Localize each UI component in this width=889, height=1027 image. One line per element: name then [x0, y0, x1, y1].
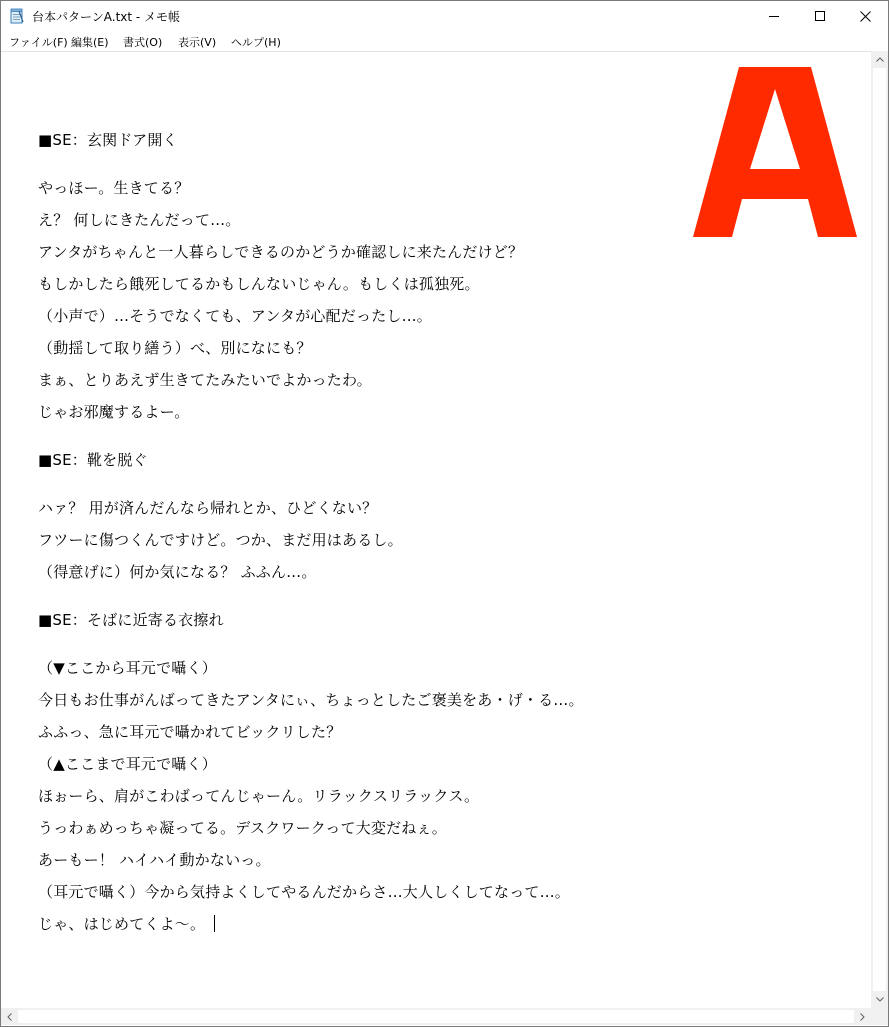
text-line: じゃお邪魔するよー。	[38, 403, 190, 421]
text-line: （動揺して取り繕う）べ、別になにも？	[38, 339, 312, 357]
menu-format[interactable]: 書式(O)	[123, 36, 163, 49]
text-line: （▲ここまで耳元で囁く）	[38, 755, 217, 773]
chevron-down-icon	[876, 997, 884, 1002]
scroll-right-button[interactable]	[854, 1008, 871, 1025]
horizontal-scrollbar[interactable]	[1, 1008, 871, 1025]
title-bar[interactable]	[1, 1, 888, 31]
text-line: ■SE：靴を脱ぐ	[38, 451, 148, 469]
text-line: あーもー！ ハイハイ動かないっ。	[38, 851, 271, 869]
chevron-right-icon	[860, 1013, 865, 1021]
chevron-up-icon	[876, 57, 884, 62]
maximize-button[interactable]	[797, 1, 843, 31]
vertical-scroll-track[interactable]	[873, 68, 886, 991]
minimize-icon	[769, 11, 779, 21]
text-line: ほぉーら、肩がこわばってんじゃーん。リラックスリラックス。	[38, 787, 480, 805]
close-button[interactable]	[842, 1, 888, 31]
text-line: （▼ここから耳元で囁く）	[38, 659, 217, 677]
chevron-left-icon	[7, 1013, 12, 1021]
text-line: アンタがちゃんと一人暮らしできるのかどうか確認しに来たんだけど？	[38, 243, 524, 261]
text-line: もしかしたら餓死してるかもしんないじゃん。もしくは孤独死。	[38, 275, 480, 293]
vertical-scrollbar[interactable]	[871, 51, 888, 1008]
close-icon	[860, 11, 871, 22]
scrollbar-corner	[871, 1008, 888, 1025]
text-line: ふふっ、急に耳元で囁かれてビックリした？	[38, 723, 342, 741]
text-line: 今日もお仕事がんばってきたアンタにぃ、ちょっとしたご褒美をあ・げ・る…。	[38, 691, 584, 709]
text-line: （小声で）…そうでなくても、アンタが心配だったし…。	[38, 307, 433, 325]
text-editor[interactable]	[1, 51, 871, 1009]
text-line: フツーに傷つくんですけど。つか、まだ用はあるし。	[38, 531, 403, 549]
menu-bar	[1, 31, 888, 51]
text-line: え？ 何しにきたんだって…。	[38, 211, 241, 229]
window-title: 台本パターンA.txt - メモ帳	[32, 10, 181, 24]
text-caret	[214, 915, 215, 932]
text-line: まぁ、とりあえず生きてたみたいでよかったわ。	[38, 371, 372, 389]
scroll-down-button[interactable]	[871, 991, 888, 1008]
minimize-button[interactable]	[751, 1, 797, 31]
scroll-left-button[interactable]	[1, 1008, 18, 1025]
menu-help[interactable]: ヘルプ(H)	[231, 36, 281, 49]
text-line: うっわぁめっちゃ凝ってる。デスクワークって大変だねぇ。	[38, 819, 447, 837]
text-line: ■SE：そばに近寄る衣擦れ	[38, 611, 224, 629]
text-line: （耳元で囁く）今から気持よくしてやるんだからさ…大人しくしてなって…。	[38, 883, 571, 901]
horizontal-scroll-track[interactable]	[18, 1010, 854, 1023]
menu-edit[interactable]: 編集(E)	[71, 36, 109, 49]
text-line: ■SE：玄関ドア開く	[38, 131, 178, 149]
text-line: （得意げに）何か気になる？ ふふん…。	[38, 563, 317, 581]
scroll-up-button[interactable]	[871, 51, 888, 68]
overlay-letter-a	[693, 67, 857, 237]
notepad-icon	[9, 8, 25, 24]
maximize-icon	[815, 11, 825, 21]
text-line: ハァ？ 用が済んだんなら帰れとか、ひどくない？	[38, 499, 378, 517]
menu-view[interactable]: 表示(V)	[178, 36, 217, 49]
text-line: じゃ、はじめてくよ〜。	[38, 915, 206, 933]
menu-file[interactable]: ファイル(F)	[9, 36, 68, 49]
text-line: やっほー。生きてる？	[38, 179, 190, 197]
